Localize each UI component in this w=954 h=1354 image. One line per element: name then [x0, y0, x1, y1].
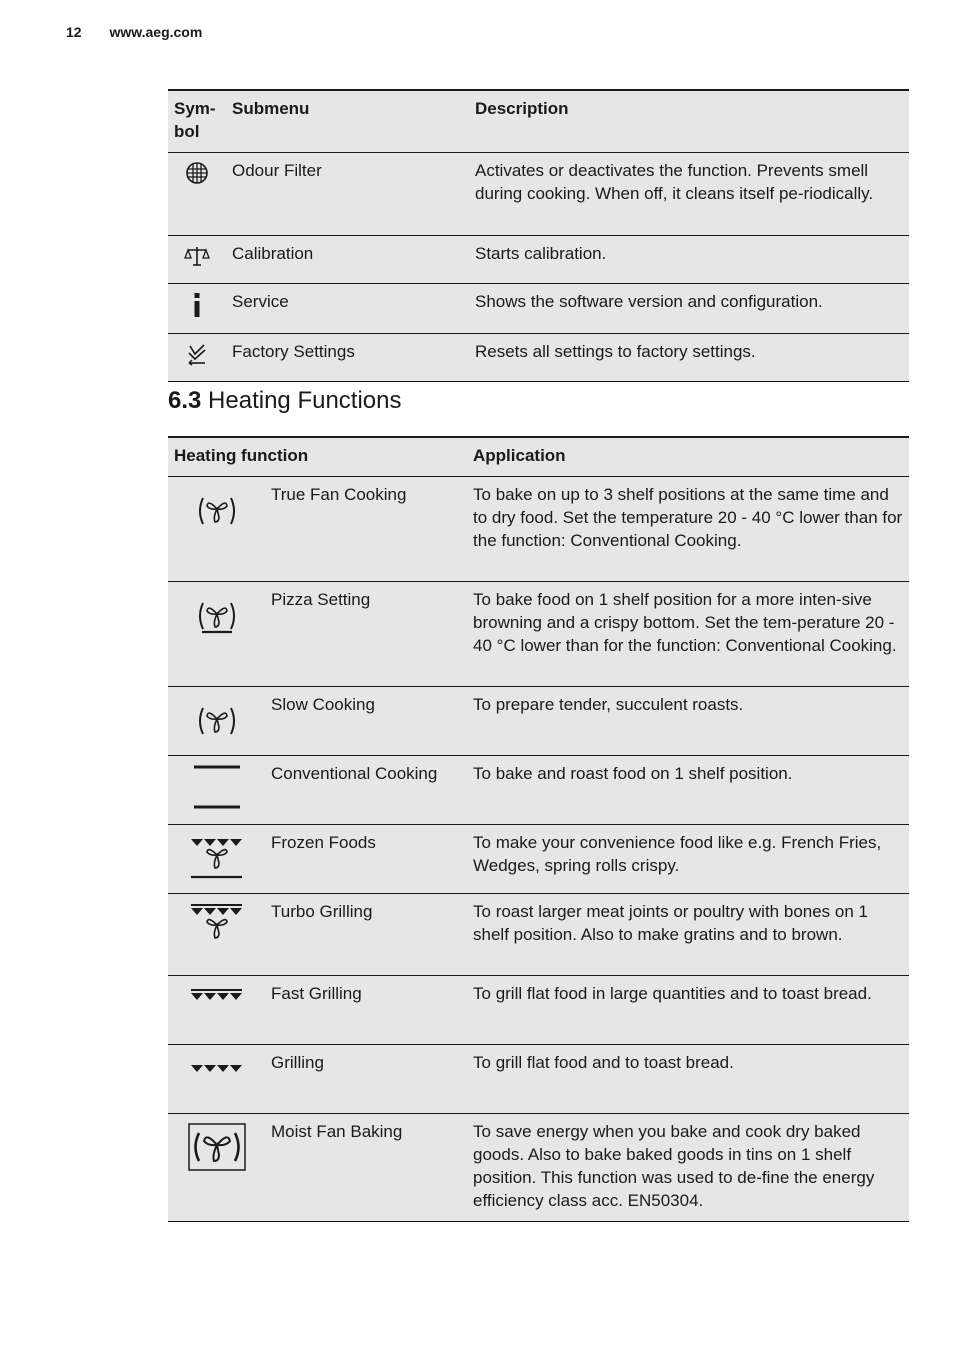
heating-function-name: Turbo Grilling: [265, 894, 467, 976]
column-header-heating-function: Heating function: [168, 437, 467, 477]
submenu-name: Service: [226, 284, 469, 334]
odour-filter-icon: [185, 161, 209, 185]
frozen-foods-icon: [190, 838, 244, 880]
section-heading: Heating Functions: [208, 387, 402, 414]
symbol-cell: [168, 756, 265, 825]
moist-fan-baking-icon: [188, 1123, 246, 1171]
heating-function-name: Grilling: [265, 1045, 467, 1114]
submenu-name: Odour Filter: [226, 153, 469, 236]
symbol-cell: [168, 153, 226, 236]
column-header-symbol: Sym- bol: [168, 90, 226, 153]
grilling-icon: [190, 1064, 244, 1074]
heating-function-application: To bake food on 1 shelf position for a more inten-sive browning and a crispy bottom. Set the tem-perature 20 - 40 °C lower than for the function: Conventional Cooking.: [467, 582, 909, 687]
factory-settings-icon: [185, 342, 209, 366]
heating-function-name: Moist Fan Baking: [265, 1114, 467, 1222]
symbol-cell: [168, 477, 265, 582]
true-fan-icon: [196, 495, 238, 527]
submenu-table: [168, 89, 909, 382]
heating-function-name: True Fan Cooking: [265, 477, 467, 582]
heating-function-name: Pizza Setting: [265, 582, 467, 687]
table-row: [168, 1114, 909, 1222]
heating-function-name: Fast Grilling: [265, 976, 467, 1045]
heating-function-name: Conventional Cooking: [265, 756, 467, 825]
service-info-icon: [191, 292, 203, 318]
symbol-cell: [168, 236, 226, 284]
submenu-name: Calibration: [226, 236, 469, 284]
symbol-cell: [168, 894, 265, 976]
heating-function-name: Frozen Foods: [265, 825, 467, 894]
conventional-cooking-icon: [193, 764, 241, 810]
symbol-cell: [168, 1114, 265, 1222]
section-number: 6.3: [168, 387, 202, 414]
heating-functions-table: [168, 436, 909, 1222]
page-header: [66, 24, 202, 40]
submenu-description: Shows the software version and configuration.: [469, 284, 909, 334]
heating-function-name: Slow Cooking: [265, 687, 467, 756]
table-header-row: [168, 437, 909, 477]
heating-function-application: To bake on up to 3 shelf positions at the same time and to dry food. Set the temperature 20 - 40 °C lower than for the function: Conventional Cooking.: [467, 477, 909, 582]
table-row: [168, 284, 909, 334]
section-title: [168, 386, 402, 416]
table-row: [168, 236, 909, 284]
submenu-description: Starts calibration.: [469, 236, 909, 284]
symbol-cell: [168, 334, 226, 382]
table-row: [168, 153, 909, 236]
symbol-cell: [168, 825, 265, 894]
table-row: [168, 894, 909, 976]
table-row: [168, 334, 909, 382]
table-header-row: [168, 90, 909, 153]
column-header-application: Application: [467, 437, 909, 477]
symbol-cell: [168, 687, 265, 756]
submenu-name: Factory Settings: [226, 334, 469, 382]
table-row: [168, 756, 909, 825]
heating-function-application: To bake and roast food on 1 shelf position.: [467, 756, 909, 825]
symbol-cell: [168, 582, 265, 687]
submenu-description: Resets all settings to factory settings.: [469, 334, 909, 382]
calibration-icon: [184, 244, 210, 268]
heating-function-application: To grill flat food and to toast bread.: [467, 1045, 909, 1114]
turbo-grilling-icon: [190, 904, 244, 946]
column-header-description: Description: [469, 90, 909, 153]
table-row: [168, 825, 909, 894]
column-header-submenu: Submenu: [226, 90, 469, 153]
symbol-cell: [168, 976, 265, 1045]
pizza-setting-icon: [196, 600, 238, 634]
page-number: 12: [66, 24, 82, 40]
heating-function-application: To prepare tender, succulent roasts.: [467, 687, 909, 756]
slow-cooking-icon: [196, 705, 238, 737]
table-row: [168, 582, 909, 687]
table-row: [168, 1045, 909, 1114]
table-row: [168, 687, 909, 756]
submenu-description: Activates or deactivates the function. Prevents smell during cooking. When off, it cleans itself pe-riodically.: [469, 153, 909, 236]
symbol-cell: [168, 284, 226, 334]
fast-grilling-icon: [190, 989, 244, 1003]
table-row: [168, 477, 909, 582]
heating-function-application: To make your convenience food like e.g. French Fries, Wedges, spring rolls crispy.: [467, 825, 909, 894]
symbol-cell: [168, 1045, 265, 1114]
heating-function-application: To roast larger meat joints or poultry with bones on 1 shelf position. Also to make gratins and to brown.: [467, 894, 909, 976]
heating-function-application: To save energy when you bake and cook dry baked goods. Also to bake baked goods in tins on 1 shelf position. This function was used to de-fine the energy efficiency class acc. EN50304.: [467, 1114, 909, 1222]
heating-function-application: To grill flat food in large quantities and to toast bread.: [467, 976, 909, 1045]
table-row: [168, 976, 909, 1045]
website-link[interactable]: www.aeg.com: [109, 24, 203, 40]
